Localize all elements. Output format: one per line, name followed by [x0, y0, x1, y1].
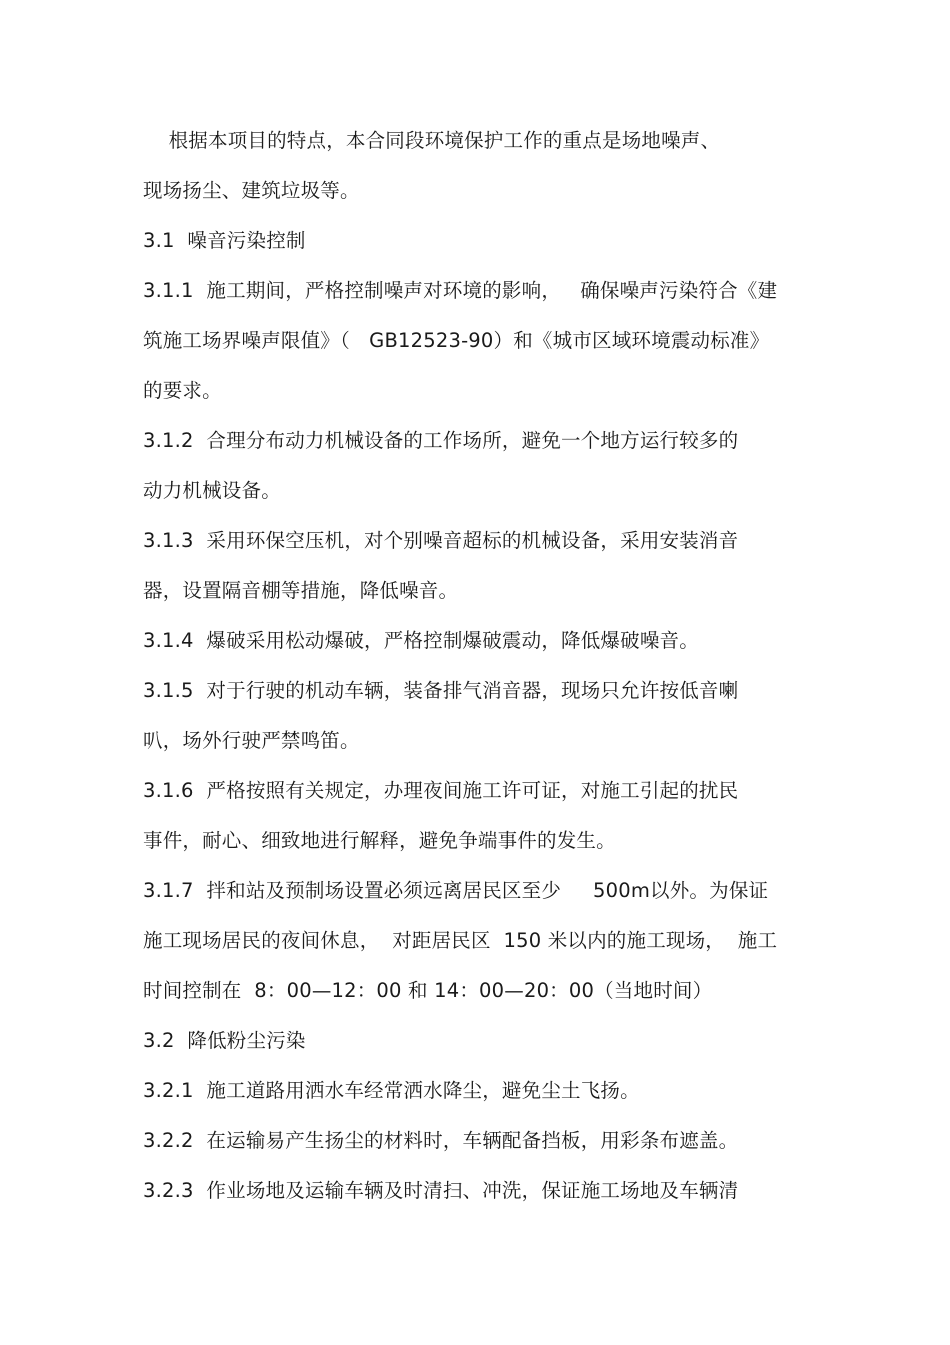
item-3-1-3-line-2: 器，设置隔音棚等措施，降低噪音。: [143, 579, 459, 602]
item-3-1-4-line-1: 3.1.4 爆破采用松动爆破，严格控制爆破震动，降低爆破噪音。: [143, 629, 699, 652]
item-3-1-7-line-3: 时间控制在 8：00—12：00 和 14：00—20：00（当地时间）: [143, 979, 713, 1002]
item-3-1-1-line-2: 筑施工场界噪声限值》（ GB12523-90）和《城市区域环境震动标准》: [143, 329, 770, 352]
item-3-1-1-line-1: 3.1.1 施工期间，严格控制噪声对环境的影响， 确保噪声污染符合《建: [143, 279, 778, 302]
item-3-1-2-line-2: 动力机械设备。: [143, 479, 281, 502]
intro-paragraph-line-1: 根据本项目的特点，本合同段环境保护工作的重点是场地噪声、: [143, 129, 721, 152]
item-3-1-5-line-1: 3.1.5 对于行驶的机动车辆，装备排气消音器，现场只允许按低音喇: [143, 679, 739, 702]
item-3-1-6-line-2: 事件，耐心、细致地进行解释，避免争端事件的发生。: [143, 829, 616, 852]
item-3-1-5-line-2: 叭，场外行驶严禁鸣笛。: [143, 729, 360, 752]
item-3-2-1-line-1: 3.2.1 施工道路用洒水车经常洒水降尘，避免尘土飞扬。: [143, 1079, 640, 1102]
item-3-2-2-line-1: 3.2.2 在运输易产生扬尘的材料时，车辆配备挡板，用彩条布遮盖。: [143, 1129, 739, 1152]
item-3-1-7-line-1: 3.1.7 拌和站及预制场设置必须远离居民区至少 500m以外。为保证: [143, 879, 769, 902]
item-3-2-3-line-1: 3.2.3 作业场地及运输车辆及时清扫、冲洗，保证施工场地及车辆清: [143, 1179, 739, 1202]
intro-paragraph-line-2: 现场扬尘、建筑垃圾等。: [143, 179, 360, 202]
item-3-1-2-line-1: 3.1.2 合理分布动力机械设备的工作场所，避免一个地方运行较多的: [143, 429, 739, 452]
item-3-1-3-line-1: 3.1.3 采用环保空压机，对个别噪音超标的机械设备，采用安装消音: [143, 529, 739, 552]
section-heading-3-2: 3.2 降低粉尘污染: [143, 1029, 306, 1052]
item-3-1-7-line-2: 施工现场居民的夜间休息， 对距居民区 150 米以内的施工现场， 施工: [143, 929, 778, 952]
item-3-1-1-line-3: 的要求。: [143, 379, 222, 402]
section-heading-3-1: 3.1 噪音污染控制: [143, 229, 306, 252]
item-3-1-6-line-1: 3.1.6 严格按照有关规定，办理夜间施工许可证，对施工引起的扰民: [143, 779, 739, 802]
